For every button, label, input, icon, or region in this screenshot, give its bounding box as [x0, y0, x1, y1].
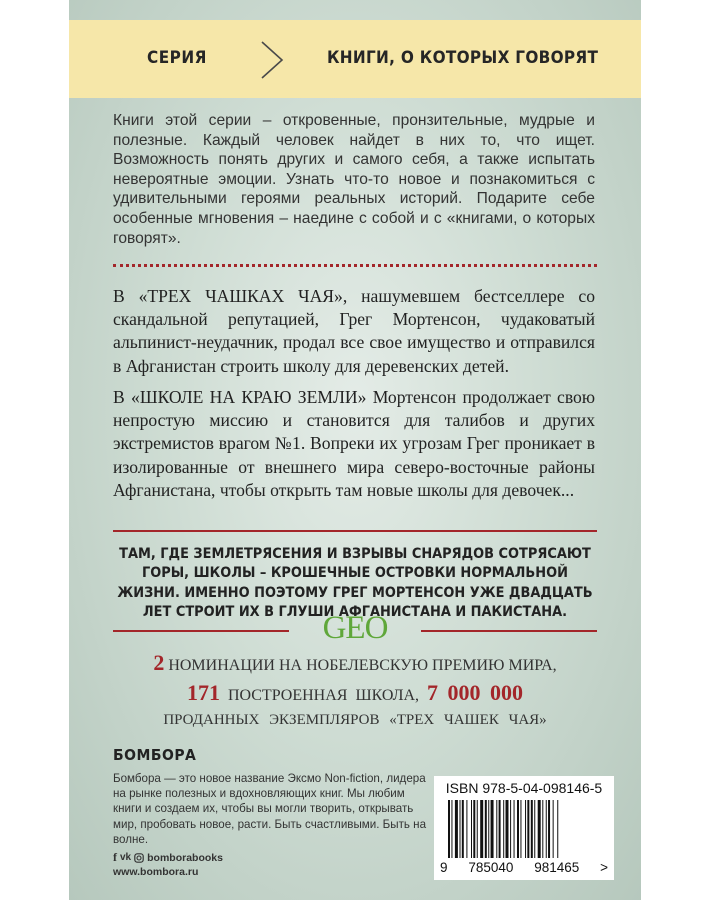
barcode-bar — [534, 800, 535, 858]
book-one-description: В «ТРЕХ ЧАШКАХ ЧАЯ», нашумевшем бестселлере со скандальной репутацией, Грег Мортенсон, чудаковатый альпинист-неудачник, продал все свое имущество и отправился в Афганистан строить школу для деревенских детей. — [113, 286, 595, 376]
schools-text: ПОСТРОЕННАЯ ШКОЛА, — [227, 687, 420, 704]
dotted-divider — [113, 264, 597, 267]
nominations-number: 2 — [153, 650, 165, 675]
red-divider-right — [421, 630, 597, 632]
red-divider — [113, 530, 597, 532]
barcode-bar — [466, 800, 467, 858]
barcode-digit-group: 981465 — [534, 860, 580, 875]
nominations-stat — [99, 650, 611, 676]
chevron-right-icon — [259, 40, 285, 80]
series-description: Книги этой серии – откровенные, пронзительные, мудрые и полезные. Каждый человек найдет в них то, что ищет. Возможность понять других и самого себя, а также испытать невероятные эмоции. Узнать что-то новое и познакомиться с удивительными героями реальных историй. Подарите себе особенные мгновения – наедине с собой и с «книгами, о которых говорят». — [113, 112, 595, 247]
social-handle: bomborabooks — [147, 851, 223, 864]
schools-number: 171 — [186, 680, 220, 705]
barcode-bar — [525, 800, 526, 858]
book-back-cover — [69, 0, 641, 900]
barcode-bar — [531, 800, 533, 858]
barcode-bar — [557, 800, 558, 858]
book-two-description: В «ШКОЛЕ НА КРАЮ ЗЕМЛИ» Мортенсон продолжает свою непростую миссию и становится для талибов и других экстремистов врагом №1. Вопреки их угрозам Грег проникает в изолированные от внешнего мира северо-восточные районы Афганистана, чтобы открыть там новые школы для девочек... — [113, 387, 595, 500]
copies-text: ПРОДАННЫХ ЭКЗЕМПЛЯРОВ «ТРЕХ ЧАШЕК ЧАЯ» — [163, 712, 547, 728]
publisher-logo: БОМБОРА — [113, 746, 197, 764]
barcode-bar — [499, 800, 501, 858]
barcode-bar — [473, 800, 475, 858]
geo-logo: GEO — [322, 610, 388, 646]
barcode-bar — [503, 800, 504, 858]
barcode-bar — [548, 800, 550, 858]
barcode-bar — [491, 800, 494, 858]
barcode-bar — [460, 800, 461, 858]
barcode-bar — [448, 800, 450, 858]
barcode-bar — [514, 800, 515, 858]
barcode-digit-group: 9 — [440, 860, 448, 875]
barcode-bar — [517, 800, 519, 858]
barcode-bar — [477, 800, 478, 858]
barcode-bar — [520, 800, 521, 858]
barcode-bar — [538, 800, 541, 858]
barcode — [434, 776, 614, 880]
facebook-icon: f — [113, 850, 117, 864]
publisher-description: Бомбора — это новое название Эксмо Non-fiction, лидера на рынке полезных и вдохновляющих книг. Мы любим книги и создаем их, чтобы вы могли творить, открывать мир, пробовать новое, расти. Быть счастливыми. Быть на волне. — [113, 772, 427, 846]
barcode-bar — [480, 800, 483, 858]
barcode-digit-group: > — [600, 860, 608, 875]
isbn-number: ISBN 978-5-04-098146-5 — [445, 780, 603, 796]
instagram-icon — [134, 853, 144, 863]
series-label: СЕРИЯ — [147, 48, 207, 68]
barcode-bar — [488, 800, 489, 858]
barcode-bar — [527, 800, 529, 858]
barcode-bar — [546, 800, 547, 858]
social-links — [113, 850, 223, 865]
press-quote: ТАМ, ГДЕ ЗЕМЛЕТРЯСЕНИЯ И ВЗРЫВЫ СНАРЯДОВ СОТРЯСАЮТ ГОРЫ, ШКОЛЫ – КРОШЕЧНЫЕ ОСТРОВКИ НОРМАЛЬНОЙ ЖИЗНИ. ИМЕННО ПОЭТОМУ ГРЕГ МОРТЕНСОН УЖЕ ДВАДЦАТЬ ЛЕТ СТРОИТ ИХ В ГЛУШИ АФГАНИСТАНА И ПАКИСТАНА. — [117, 546, 593, 621]
barcode-bar — [471, 800, 472, 858]
publisher-website: www.bombora.ru — [113, 866, 199, 878]
barcode-digit-group: 785040 — [468, 860, 514, 875]
copies-number: 7 000 000 — [427, 680, 524, 705]
barcode-bar — [485, 800, 487, 858]
barcode-bar — [462, 800, 464, 858]
series-banner — [69, 20, 641, 98]
barcode-bar — [542, 800, 543, 858]
barcode-bar — [553, 800, 554, 858]
barcode-bars — [442, 800, 606, 858]
barcode-digits — [434, 860, 614, 875]
barcode-bar — [496, 800, 497, 858]
barcode-bar — [455, 800, 458, 858]
barcode-bar — [510, 800, 511, 858]
red-divider-left — [113, 630, 289, 632]
schools-stat — [99, 680, 611, 706]
barcode-bar — [451, 800, 452, 858]
barcode-bar — [506, 800, 509, 858]
nominations-text: НОМИНАЦИИ НА НОБЕЛЕВСКУЮ ПРЕМИЮ МИРА, — [168, 657, 557, 674]
vk-icon: vk — [120, 852, 132, 863]
series-name: КНИГИ, О КОТОРЫХ ГОВОРЯТ — [327, 48, 599, 68]
